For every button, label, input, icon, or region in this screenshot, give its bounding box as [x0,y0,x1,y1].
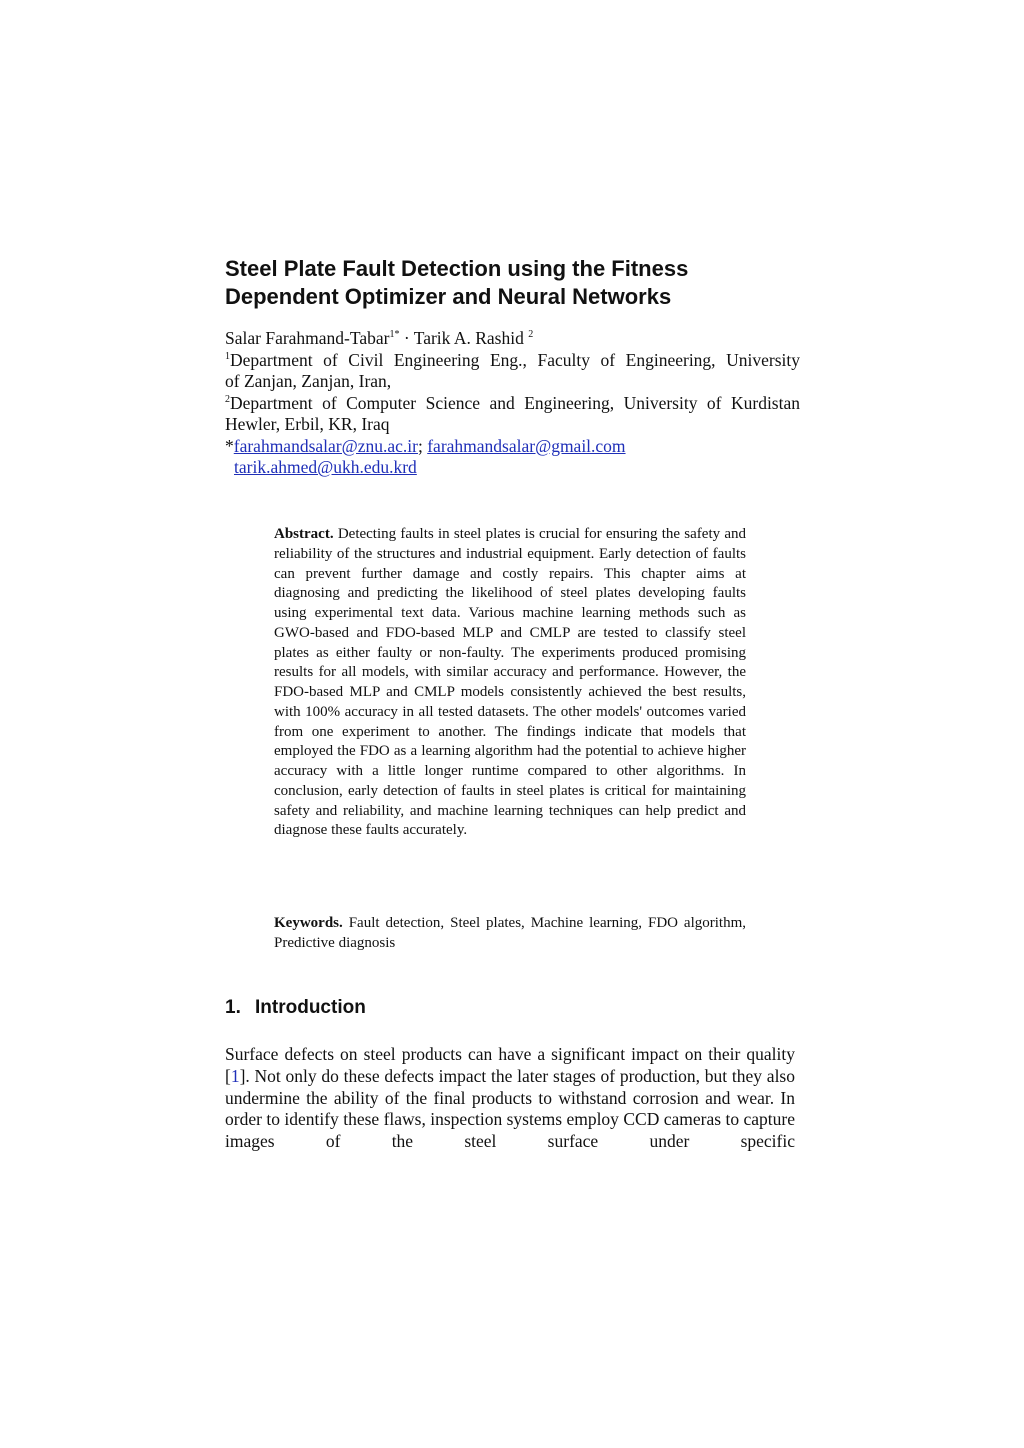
intro-text-part-1: Surface defects on steel products can have a significant impact on their quality [ [225,1044,795,1086]
author-line [225,328,800,350]
abstract-label: Abstract. [274,526,334,542]
keywords-text: Fault detection, Steel plates, Machine learning, FDO algorithm, Predictive diagnosis [274,915,746,951]
citation-link[interactable]: 1 [230,1065,240,1086]
affiliation-2-marker: 2 [225,393,230,405]
email-line-1 [225,436,800,458]
corresponding-star: * [225,435,234,456]
author-separator: · [399,328,414,348]
paper-title-line-2: Dependent Optimizer and Neural Networks [225,284,672,309]
author-1-name: Salar Farahmand-Tabar [225,328,390,348]
affiliation-1-line-1 [225,350,800,372]
affiliation-2-line-1 [225,393,800,415]
section-number: 1. [225,997,241,1018]
keywords-label: Keywords. [274,915,343,931]
intro-text-part-2: ]. Not only do these defects impact the later stages of production, but they also undermine the ability of the final products to withstand corrosion and wear. In order to identify these flaws, inspection systems employ CCD cameras to capture images of the steel surface under specific [225,1065,795,1151]
email-separator: ; [417,435,428,456]
abstract-text: Detecting faults in steel plates is crucial for ensuring the safety and reliability of the structures and industrial equipment. Early detection of faults can prevent further damage and costly repairs. This chapter aims at diagnosing and predicting the likelihood of steel plates developing faults using experimental text data. Various machine learning methods such as GWO-based and FDO-based MLP and CMLP are tested to classify steel plates as either faulty or non-faulty. The experiments produced promising results for all models, with similar accuracy and performance. However, the FDO-based MLP and CMLP models consistently achieved the best results, with 100% accuracy in all tested datasets. The other models' outcomes varied from one experiment to another. The findings indicate that models that employed the FDO as a learning algorithm had the potential to achieve higher accuracy with a little longer runtime compared to other algorithms. In conclusion, early detection of faults in steel plates is critical for maintaining safety and reliability, and machine learning techniques can help predict and diagnose these faults accurately. [274,526,747,839]
email-link-2[interactable]: farahmandsalar@gmail.com [427,435,626,456]
affiliation-1-line-2: of Zanjan, Zanjan, Iran, [225,371,392,391]
paper-title [225,255,825,311]
abstract [274,525,746,841]
section-title: Introduction [255,997,366,1018]
affiliation-2-text: Department of Computer Science and Engineering, University of Kurdistan [230,392,800,413]
author-1-marker: 1* [389,329,400,340]
keywords [274,913,746,953]
email-line-2 [225,457,800,479]
author-2-marker: 2 [528,329,534,340]
section-heading-introduction [225,996,625,1020]
email-link-1[interactable]: farahmandsalar@znu.ac.ir [233,435,418,456]
author-2-name: Tarik A. Rashid [413,328,529,348]
paper-title-line-1: Steel Plate Fault Detection using the Fitness [225,256,689,281]
affiliation-2-line-2: Hewler, Erbil, KR, Iraq [225,414,390,434]
introduction-paragraph [225,1044,795,1153]
email-link-3[interactable]: tarik.ahmed@ukh.edu.krd [234,457,417,477]
author-info [225,328,800,479]
affiliation-1-marker: 1 [225,350,230,362]
affiliation-1-text: Department of Civil Engineering Eng., Faculty of Engineering, University [230,349,800,370]
